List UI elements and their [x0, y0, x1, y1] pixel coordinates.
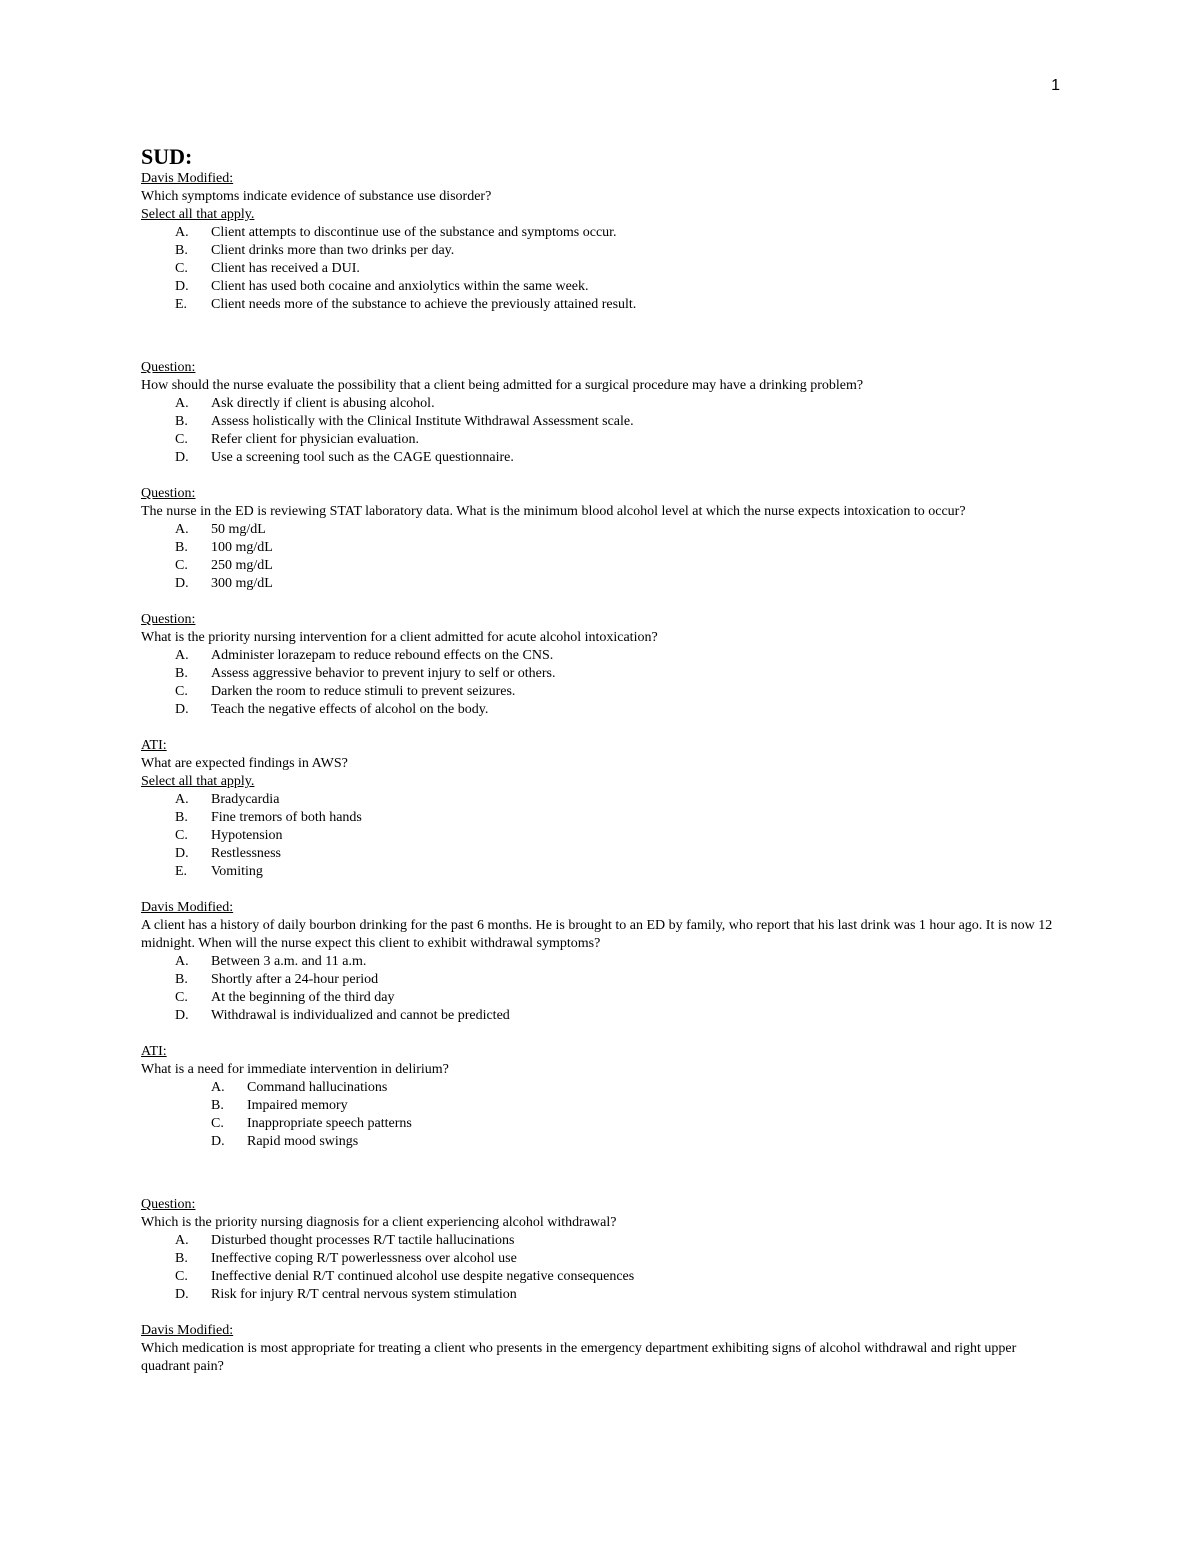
answer-option [175, 395, 1061, 413]
option-text: Ineffective denial R/T continued alcohol use despite negative consequences [211, 1269, 635, 1284]
option-letter: D. [175, 576, 189, 591]
option-text: Assess holistically with the Clinical Institute Withdrawal Assessment scale. [211, 414, 634, 429]
question-text: Which symptoms indicate evidence of substance use disorder? [141, 189, 492, 204]
answer-option [211, 1097, 1061, 1115]
question-block [141, 1043, 1061, 1151]
option-letter: D. [175, 846, 189, 861]
question-block [141, 1196, 1061, 1304]
option-letter: C. [175, 261, 188, 276]
answer-option [175, 1007, 1061, 1025]
option-text: Client attempts to discontinue use of the substance and symptoms occur. [211, 225, 617, 240]
question-text: Which is the priority nursing diagnosis for a client experiencing alcohol withdrawal? [141, 1215, 617, 1230]
answer-option [175, 449, 1061, 467]
answer-options [141, 395, 1061, 467]
option-letter: C. [175, 558, 188, 573]
option-text: Client needs more of the substance to achieve the previously attained result. [211, 297, 637, 312]
question-source: Question: [141, 1197, 196, 1212]
answer-option [175, 791, 1061, 809]
option-text: 100 mg/dL [211, 540, 273, 555]
document-title: SUD: [141, 144, 193, 169]
option-letter: B. [175, 243, 188, 258]
answer-option [175, 296, 1061, 314]
option-letter: D. [175, 450, 189, 465]
option-text: Fine tremors of both hands [211, 810, 362, 825]
question-text: Which medication is most appropriate for treating a client who presents in the emergency department exhibiting signs of alcohol withdrawal and right upper quadrant pain? [141, 1341, 1017, 1374]
question-source: Davis Modified: [141, 1323, 234, 1338]
option-text: Assess aggressive behavior to prevent injury to self or others. [211, 666, 556, 681]
question-source: Question: [141, 486, 196, 501]
option-text: Vomiting [211, 864, 263, 879]
answer-option [175, 431, 1061, 449]
option-text: Client has used both cocaine and anxiolytics within the same week. [211, 279, 589, 294]
option-letter: D. [175, 702, 189, 717]
option-text: Administer lorazepam to reduce rebound effects on the CNS. [211, 648, 554, 663]
option-text: 50 mg/dL [211, 522, 266, 537]
option-text: Client has received a DUI. [211, 261, 360, 276]
question-block [141, 485, 1061, 593]
answer-options [141, 791, 1061, 881]
option-text: Between 3 a.m. and 11 a.m. [211, 954, 367, 969]
answer-option [175, 665, 1061, 683]
question-source: Question: [141, 360, 196, 375]
question-text: A client has a history of daily bourbon drinking for the past 6 months. He is brought to an ED by family, who report that his last drink was 1 hour ago. It is now 12 midnight. When will the nurse expect this client to exhibit withdrawal symptoms? [141, 918, 1053, 951]
option-text: Refer client for physician evaluation. [211, 432, 419, 447]
option-letter: D. [175, 1287, 189, 1302]
answer-option [175, 1286, 1061, 1304]
answer-options [141, 1232, 1061, 1304]
answer-option [211, 1079, 1061, 1097]
option-letter: A. [175, 225, 189, 240]
option-letter: B. [211, 1098, 224, 1113]
question-source: Question: [141, 612, 196, 627]
option-letter: B. [175, 666, 188, 681]
option-letter: D. [175, 279, 189, 294]
answer-option [175, 413, 1061, 431]
option-text: Risk for injury R/T central nervous system stimulation [211, 1287, 517, 1302]
answer-option [175, 845, 1061, 863]
option-letter: A. [175, 396, 189, 411]
option-text: Impaired memory [247, 1098, 348, 1113]
option-letter: D. [175, 1008, 189, 1023]
answer-option [211, 1133, 1061, 1151]
question-text: How should the nurse evaluate the possibility that a client being admitted for a surgical procedure may have a drinking problem? [141, 378, 864, 393]
select-all-instruction: Select all that apply. [141, 207, 255, 222]
option-text: 250 mg/dL [211, 558, 273, 573]
answer-option [175, 1268, 1061, 1286]
question-text: The nurse in the ED is reviewing STAT laboratory data. What is the minimum blood alcohol level at which the nurse expects intoxication to occur? [141, 504, 966, 519]
answer-option [175, 278, 1061, 296]
answer-option [175, 575, 1061, 593]
option-text: Ineffective coping R/T powerlessness over alcohol use [211, 1251, 517, 1266]
answer-option [175, 557, 1061, 575]
answer-option [175, 647, 1061, 665]
option-letter: A. [175, 522, 189, 537]
question-text: What is a need for immediate intervention in delirium? [141, 1062, 449, 1077]
answer-options [141, 1079, 1061, 1151]
question-block [141, 1322, 1061, 1376]
answer-option [175, 1232, 1061, 1250]
answer-option [175, 701, 1061, 719]
option-text: Darken the room to reduce stimuli to prevent seizures. [211, 684, 516, 699]
question-block [141, 737, 1061, 881]
option-letter: C. [175, 828, 188, 843]
option-letter: C. [175, 1269, 188, 1284]
question-source: ATI: [141, 738, 167, 753]
option-text: Hypotension [211, 828, 283, 843]
question-block [141, 899, 1061, 1025]
option-text: At the beginning of the third day [211, 990, 395, 1005]
question-block [141, 611, 1061, 719]
option-text: Withdrawal is individualized and cannot be predicted [211, 1008, 510, 1023]
answer-options [141, 224, 1061, 314]
answer-option [175, 953, 1061, 971]
answer-option [175, 809, 1061, 827]
option-letter: A. [175, 1233, 189, 1248]
answer-option [175, 224, 1061, 242]
page-number: 1 [1051, 77, 1060, 94]
option-letter: C. [175, 684, 188, 699]
document-body [141, 144, 1061, 1376]
option-text: Client drinks more than two drinks per day. [211, 243, 455, 258]
option-text: Bradycardia [211, 792, 280, 807]
option-text: Command hallucinations [247, 1080, 388, 1095]
option-letter: A. [175, 648, 189, 663]
option-letter: B. [175, 972, 188, 987]
answer-option [175, 863, 1061, 881]
question-text: What is the priority nursing intervention for a client admitted for acute alcohol intoxication? [141, 630, 658, 645]
option-text: 300 mg/dL [211, 576, 273, 591]
option-letter: B. [175, 1251, 188, 1266]
select-all-instruction: Select all that apply. [141, 774, 255, 789]
option-text: Inappropriate speech patterns [247, 1116, 412, 1131]
answer-option [175, 242, 1061, 260]
answer-options [141, 953, 1061, 1025]
question-source: Davis Modified: [141, 171, 234, 186]
answer-option [211, 1115, 1061, 1133]
answer-option [175, 521, 1061, 539]
question-block [141, 359, 1061, 467]
option-letter: B. [175, 414, 188, 429]
answer-option [175, 989, 1061, 1007]
answer-option [175, 683, 1061, 701]
option-letter: C. [211, 1116, 224, 1131]
option-letter: C. [175, 990, 188, 1005]
option-letter: A. [211, 1080, 225, 1095]
answer-option [175, 971, 1061, 989]
option-text: Rapid mood swings [247, 1134, 359, 1149]
question-source: ATI: [141, 1044, 167, 1059]
answer-option [175, 539, 1061, 557]
option-letter: B. [175, 540, 188, 555]
option-letter: E. [175, 864, 188, 879]
answer-options [141, 521, 1061, 593]
option-letter: E. [175, 297, 188, 312]
option-letter: D. [211, 1134, 225, 1149]
option-text: Shortly after a 24-hour period [211, 972, 379, 987]
question-text: What are expected findings in AWS? [141, 756, 348, 771]
option-text: Ask directly if client is abusing alcohol. [211, 396, 435, 411]
option-text: Use a screening tool such as the CAGE questionnaire. [211, 450, 514, 465]
question-block [141, 170, 1061, 314]
option-text: Restlessness [211, 846, 281, 861]
option-letter: B. [175, 810, 188, 825]
option-letter: C. [175, 432, 188, 447]
answer-option [175, 260, 1061, 278]
answer-option [175, 1250, 1061, 1268]
option-text: Teach the negative effects of alcohol on the body. [211, 702, 489, 717]
option-letter: A. [175, 954, 189, 969]
answer-option [175, 827, 1061, 845]
option-letter: A. [175, 792, 189, 807]
answer-options [141, 647, 1061, 719]
question-source: Davis Modified: [141, 900, 234, 915]
option-text: Disturbed thought processes R/T tactile hallucinations [211, 1233, 515, 1248]
